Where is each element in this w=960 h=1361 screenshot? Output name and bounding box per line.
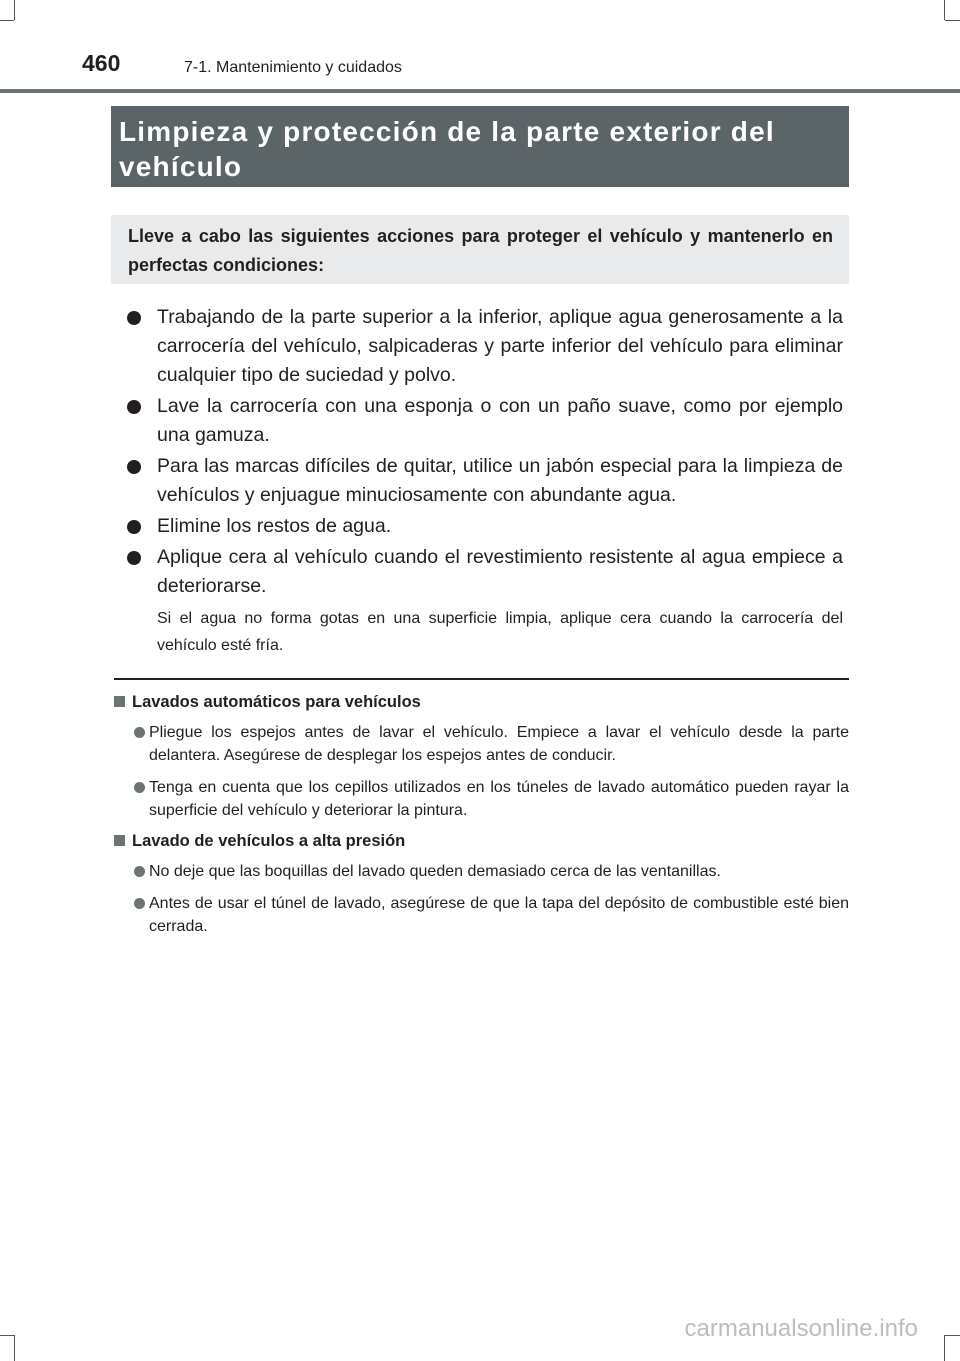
section-heading [114,691,849,713]
bullet-icon [134,866,145,877]
header-rule [0,89,960,93]
page-number: 460 [82,50,121,76]
item-text: No deje que las boquillas del lavado queden demasiado cerca de las ventanillas. [149,863,721,880]
step-text: Trabajando de la parte superior a la inferior, aplique agua generosamente a la carrocería del vehículo, salpicaderas y parte inferior del vehículo para eliminar cualquier tipo de suciedad y polvo. [157,306,843,386]
section-title: Limpieza y protección de la parte exterior del vehículo [119,116,775,182]
step-text: Aplique cera al vehículo cuando el revestimiento resistente al agua empiece a deteriorarse. [157,546,843,597]
crop-mark [0,1335,14,1336]
list-item [114,776,849,822]
section-list [114,721,849,822]
bullet-icon [134,782,145,793]
watermark: carmanualsonline.info [684,1315,918,1342]
note-text: Si el agua no forma gotas en una superficie limpia, aplique cera cuando la carrocería del vehículo esté fría. [157,610,843,654]
bullet-icon [127,400,141,414]
list-item [127,303,843,390]
bullet-icon [134,898,145,909]
step-text: Elimine los restos de agua. [157,515,392,537]
bullet-icon [127,460,141,474]
list-item [114,892,849,938]
square-bullet-icon [114,696,125,707]
item-text: Tenga en cuenta que los cepillos utilizados en los túneles de lavado automático pueden rayar la superficie del vehículo y deteriorar la pintura. [149,779,849,819]
divider [114,678,849,680]
bullet-icon [134,727,145,738]
section-car-wash [114,691,849,831]
list-item [127,392,843,450]
section-title-box [111,106,849,187]
crop-mark [945,1335,960,1336]
intro-text: Lleve a cabo las siguientes acciones para proteger el vehículo y mantenerlo en perfectas condiciones: [128,226,833,275]
bullet-icon [127,520,141,534]
item-text: Pliegue los espejos antes de lavar el vehículo. Empiece a lavar el vehículo desde la parte delantera. Asegúrese de desplegar los espejos antes de conducir. [149,724,849,764]
page-header [0,0,960,90]
list-item [127,512,843,541]
chapter-title: 7-1. Mantenimiento y cuidados [184,59,402,76]
step-text: Para las marcas difíciles de quitar, utilice un jabón especial para la limpieza de vehículos y enjuague minuciosamente con abundante agua. [157,455,843,506]
bullet-icon [127,551,141,565]
step-text: Lave la carrocería con una esponja o con un paño suave, como por ejemplo una gamuza. [157,395,843,446]
steps-list [127,303,843,603]
section-heading-text: Lavados automáticos para vehículos [132,693,421,711]
section-heading [114,830,849,852]
section-heading-text: Lavado de vehículos a alta presión [132,832,406,850]
intro-box [111,215,849,284]
section-high-pressure [114,830,849,947]
item-text: Antes de usar el túnel de lavado, asegúrese de que la tapa del depósito de combustible esté bien cerrada. [149,895,849,935]
list-item [127,543,843,601]
list-item [127,452,843,510]
list-item [114,860,849,883]
section-list [114,860,849,938]
crop-mark [14,1335,15,1361]
square-bullet-icon [114,835,125,846]
crop-mark [944,1335,945,1361]
list-item [114,721,849,767]
bullet-icon [127,311,141,325]
